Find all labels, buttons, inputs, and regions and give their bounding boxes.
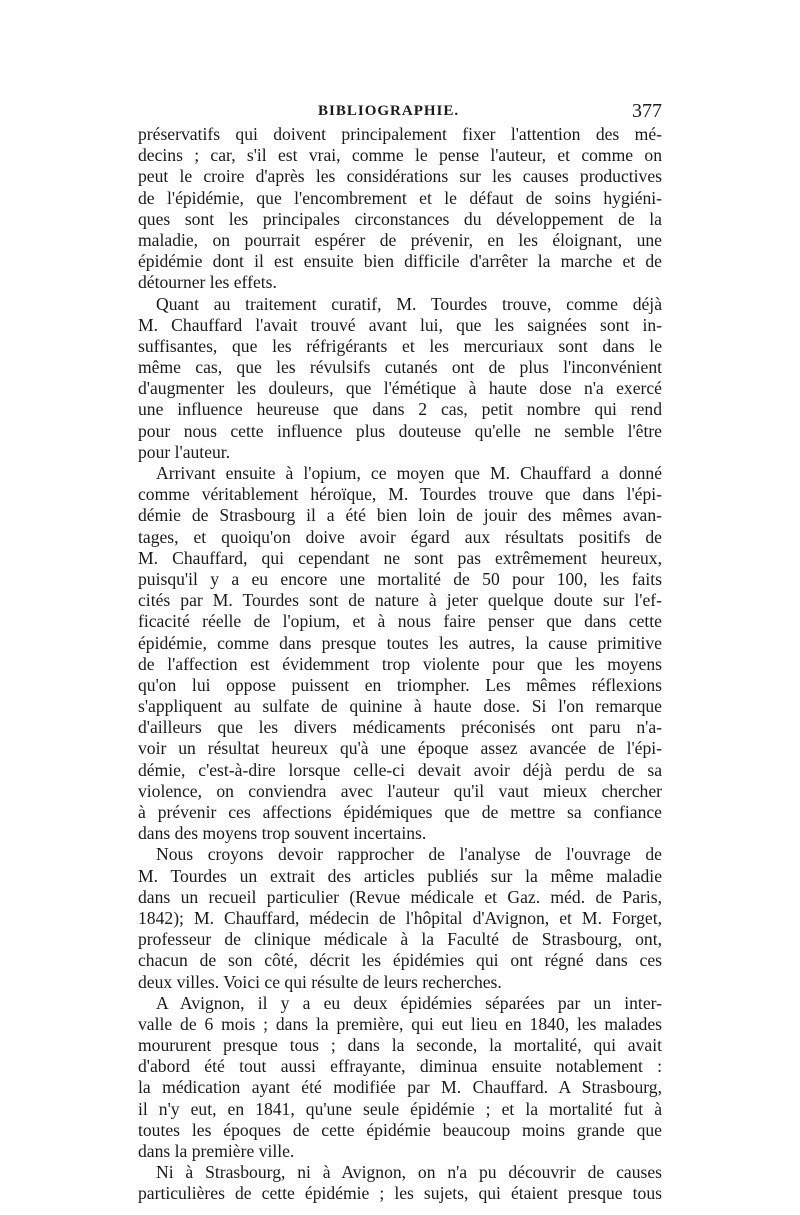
running-header — [138, 98, 662, 124]
text-line: M. Chauffard l'avait trouvé avant lui, que les saignées sont in- — [138, 314, 662, 335]
text-line: violence, on conviendra avec l'auteur qu'il vaut mieux chercher — [138, 780, 662, 801]
text-line: decins ; car, s'il est vrai, comme le pense l'auteur, et comme on — [138, 145, 662, 166]
text-line: démie, c'est-à-dire lorsque celle-ci devait avoir déjà perdu de sa — [138, 759, 662, 780]
text-line: il n'y eut, en 1841, qu'une seule épidémie ; et la mortalité fut à — [138, 1098, 662, 1119]
text-line: d'ailleurs que les divers médicaments préconisés ont paru n'a- — [138, 717, 662, 738]
text-line: particulières de cette épidémie ; les sujets, qui étaient presque tous — [138, 1183, 662, 1204]
text-line: voir un résultat heureux qu'à une époque assez avancée de l'épi- — [138, 738, 662, 759]
text-line: de l'épidémie, que l'encombrement et le défaut de soins hygiéni- — [138, 187, 662, 208]
text-line: Quant au traitement curatif, M. Tourdes trouve, comme déjà — [156, 293, 662, 314]
text-line: cités par M. Tourdes sont de nature à jeter quelque doute sur l'ef- — [138, 590, 662, 611]
text-line: chacun de son côté, décrit les épidémies qui ont régné dans ces — [138, 950, 662, 971]
text-line: peut le croire d'après les considérations sur les causes productives — [138, 166, 662, 187]
text-line: d'augmenter les douleurs, que l'émétique à haute dose n'a exercé — [138, 378, 662, 399]
text-line: une influence heureuse que dans 2 cas, petit nombre qui rend — [138, 399, 662, 420]
text-line: pour l'auteur. — [138, 441, 231, 462]
text-line: 1842); M. Chauffard, médecin de l'hôpital d'Avignon, et M. Forget, — [138, 907, 662, 928]
text-line: puisqu'il y a eu encore une mortalité de 50 pour 100, les faits — [138, 568, 662, 589]
text-line: s'appliquent au sulfate de quinine à haute dose. Si l'on remarque — [138, 696, 662, 717]
text-line: épidémie, comme dans presque toutes les autres, la cause primitive — [138, 632, 662, 653]
text-line: professeur de clinique médicale à la Faculté de Strasbourg, ont, — [138, 929, 662, 950]
body-text — [138, 124, 662, 1205]
running-title: BIBLIOGRAPHIE. — [318, 103, 460, 119]
text-line: qu'on lui oppose puissent en triompher. Les mêmes réflexions — [138, 674, 662, 695]
text-line: démie de Strasbourg il a été bien loin de jouir des mêmes avan- — [138, 505, 662, 526]
text-line: la médication ayant été modifiée par M. Chauffard. A Strasbourg, — [138, 1077, 662, 1098]
text-line: tages, et quoiqu'on doive avoir égard aux résultats positifs de — [138, 526, 662, 547]
text-line: Nous croyons devoir rapprocher de l'analyse de l'ouvrage de — [156, 844, 662, 865]
page-number: 377 — [632, 100, 662, 122]
text-line: épidémie dont il est ensuite bien difficile d'arrêter la marche et de — [138, 251, 662, 272]
text-line: même cas, que les révulsifs cutanés ont de plus l'inconvénient — [138, 357, 662, 378]
text-line: d'abord été tout aussi effrayante, diminua ensuite notablement : — [138, 1056, 662, 1077]
text-line: comme véritablement héroïque, M. Tourdes trouve que dans l'épi- — [138, 484, 662, 505]
text-line: à prévenir ces affections épidémiques que de mettre sa confiance — [138, 802, 662, 822]
text-line: M. Chauffard, qui cependant ne sont pas extrêmement heureux, — [138, 547, 662, 568]
text-line: ques sont les principales circonstances du développement de la — [138, 208, 662, 229]
text-line: Ni à Strasbourg, ni à Avignon, on n'a pu découvrir de causes — [156, 1162, 662, 1183]
text-line: ficacité réelle de l'opium, et à nous faire penser que dans cette — [138, 611, 662, 632]
text-line: Arrivant ensuite à l'opium, ce moyen que M. Chauffard a donné — [156, 463, 662, 483]
text-line: valle de 6 mois ; dans la première, qui eut lieu en 1840, les malades — [138, 1013, 662, 1034]
text-line: M. Tourdes un extrait des articles publiés sur la même maladie — [138, 865, 662, 886]
text-line: deux villes. Voici ce qui résulte de leurs recherches. — [138, 971, 502, 992]
text-line: dans un recueil particulier (Revue médicale et Gaz. méd. de Paris, — [138, 886, 662, 907]
text-line: pour nous cette influence plus douteuse qu'elle ne semble l'être — [138, 420, 662, 441]
text-line: suffisantes, que les réfrigérants et les mercuriaux sont dans le — [138, 335, 662, 356]
text-line: préservatifs qui doivent principalement fixer l'attention des mé- — [138, 124, 662, 144]
text-line: détourner les effets. — [138, 272, 277, 293]
text-line: dans la première ville. — [138, 1141, 295, 1161]
text-line: de l'affection est évidemment trop violente pour que les moyens — [138, 653, 662, 674]
text-line: toutes les époques de cette épidémie beaucoup moins grande que — [138, 1119, 662, 1140]
text-line: maladie, on pourrait espérer de prévenir, en les éloignant, une — [138, 229, 662, 250]
text-line: moururent presque tous ; dans la seconde, la mortalité, qui avait — [138, 1035, 662, 1056]
text-line: A Avignon, il y a eu deux épidémies séparées par un inter- — [156, 992, 662, 1013]
text-line: dans des moyens trop souvent incertains. — [138, 823, 427, 844]
